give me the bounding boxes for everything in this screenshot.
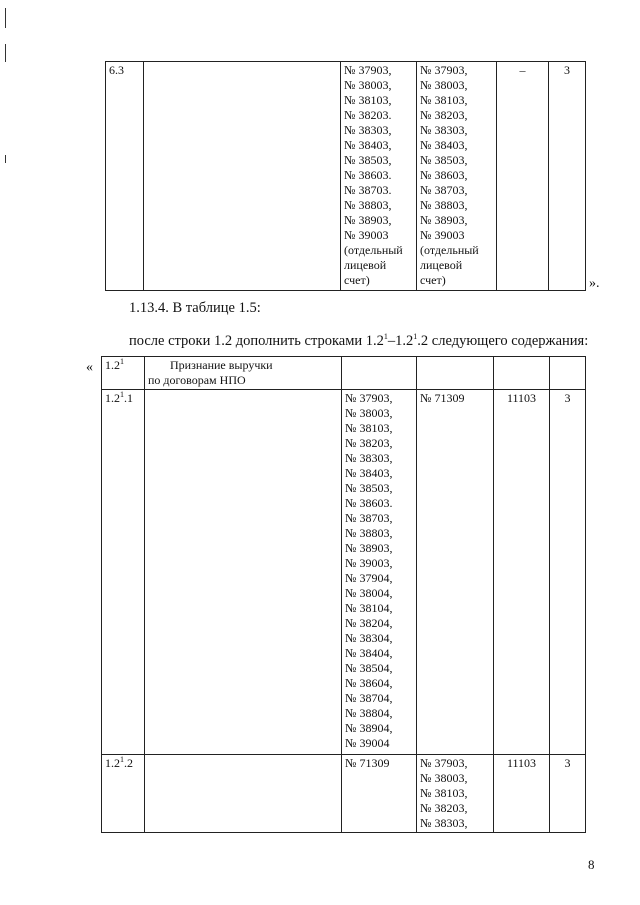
cell-code: 3 [550, 755, 586, 833]
account-line: № 38803, [344, 198, 392, 212]
account-line: № 38703, [345, 511, 393, 525]
account-line: № 38803, [420, 198, 468, 212]
empty-cell [342, 357, 417, 390]
row-name-line: по договорам НПО [148, 373, 246, 387]
account-line: № 38103, [420, 93, 468, 107]
table-row [106, 62, 586, 291]
account-line: № 38704, [345, 691, 393, 705]
cell-symbol: 11103 [494, 390, 550, 755]
account-line: № 39003, [345, 556, 393, 570]
account-line: № 38403, [420, 138, 468, 152]
instruction-text-after: .2 следующего содержания: [417, 333, 589, 349]
closing-quote: ». [589, 276, 600, 291]
row-number: $1.2^1$ [102, 357, 145, 390]
account-list-col4 [417, 62, 497, 291]
row-name [144, 62, 341, 291]
account-line: № 38503, [420, 153, 468, 167]
row-name [145, 390, 342, 755]
table-row-header [102, 357, 586, 390]
row-number: $1.2^1.2$ [102, 755, 145, 833]
account-line: № 38903, [420, 213, 468, 227]
superscript: 1 [413, 332, 418, 342]
account-line: № 38503, [344, 153, 392, 167]
account-line: № 38804, [345, 706, 393, 720]
account-line: № 38404, [345, 646, 393, 660]
cell-dash: – [497, 62, 549, 291]
account-line: № 38503, [345, 481, 393, 495]
account-list-col3 [341, 62, 417, 291]
account-line: № 38803, [345, 526, 393, 540]
paragraph-1-13-4: 1.13.4. В таблице 1.5: [129, 300, 261, 316]
account-col3: № 71309 [342, 755, 417, 833]
account-line: № 38003, [344, 78, 392, 92]
row-number: $1.2^1.1$ [102, 390, 145, 755]
account-line: № 39003 [344, 228, 389, 242]
scan-mark [5, 8, 6, 28]
account-line: № 38203, [345, 436, 393, 450]
account-col4: № 71309 [417, 390, 494, 755]
account-line: № 38303, [420, 123, 468, 137]
account-line: № 38904, [345, 721, 393, 735]
account-line: (отдельный [344, 243, 403, 257]
account-line: № 38203, [420, 108, 468, 122]
account-line: № 38104, [345, 601, 393, 615]
account-line: № 37903, [345, 391, 393, 405]
account-line: № 37904, [345, 571, 393, 585]
account-line: № 39004 [345, 736, 390, 750]
account-line: № 38003, [420, 78, 468, 92]
scan-mark [5, 44, 6, 62]
account-line: лицевой [420, 258, 463, 272]
account-line: № 38103, [345, 421, 393, 435]
opening-quote: « [86, 360, 93, 375]
table-row [102, 390, 586, 755]
cell-symbol: 11103 [494, 755, 550, 833]
account-line: № 38304, [345, 631, 393, 645]
account-line: (отдельный [420, 243, 479, 257]
account-line: № 38603. [344, 168, 392, 182]
account-line: № 38103, [344, 93, 392, 107]
account-line: № 38103, [420, 786, 468, 800]
account-line: № 38203, [420, 801, 468, 815]
row-name [145, 357, 342, 390]
account-line: № 38703. [344, 183, 392, 197]
row-name [145, 755, 342, 833]
cell-code: 3 [549, 62, 586, 291]
page-number: 8 [588, 857, 595, 872]
scan-mark [5, 155, 6, 163]
superscript: 1 [383, 332, 388, 342]
account-line: счет) [420, 273, 446, 287]
instruction-text-mid: –1.2 [387, 333, 414, 349]
table-1-5-fragment [101, 356, 586, 833]
account-line: № 38003, [420, 771, 468, 785]
account-line: № 38003, [345, 406, 393, 420]
account-line: № 38603. [345, 496, 393, 510]
table-1-4-fragment [105, 61, 586, 291]
account-list-col3 [342, 390, 417, 755]
account-line: № 38004, [345, 586, 393, 600]
empty-cell [417, 357, 494, 390]
table-row [102, 755, 586, 833]
account-line: № 38703, [420, 183, 468, 197]
empty-cell [494, 357, 550, 390]
account-line: № 37903, [420, 756, 468, 770]
row-name-line: Признание выручки [170, 358, 273, 372]
account-line: № 38403, [345, 466, 393, 480]
account-line: № 38204, [345, 616, 393, 630]
account-line: № 39003 [420, 228, 465, 242]
account-line: № 38604, [345, 676, 393, 690]
account-line: № 37903, [420, 63, 468, 77]
account-line: № 38303, [345, 451, 393, 465]
account-list-col4 [417, 755, 494, 833]
empty-cell [550, 357, 586, 390]
account-line: № 38903, [345, 541, 393, 555]
cell-code: 3 [550, 390, 586, 755]
account-line: счет) [344, 273, 370, 287]
account-line: № 38403, [344, 138, 392, 152]
account-line: № 38303, [420, 816, 468, 830]
account-line: № 38903, [344, 213, 392, 227]
account-line: № 37903, [344, 63, 392, 77]
account-line: № 38504, [345, 661, 393, 675]
account-line: лицевой [344, 258, 387, 272]
instruction-text-before: после строки 1.2 дополнить строками 1.2 [129, 333, 384, 349]
account-line: № 38603, [420, 168, 468, 182]
row-number: 6.3 [106, 62, 144, 291]
paragraph-instruction [129, 333, 588, 350]
account-line: № 38303, [344, 123, 392, 137]
account-line: № 38203. [344, 108, 392, 122]
